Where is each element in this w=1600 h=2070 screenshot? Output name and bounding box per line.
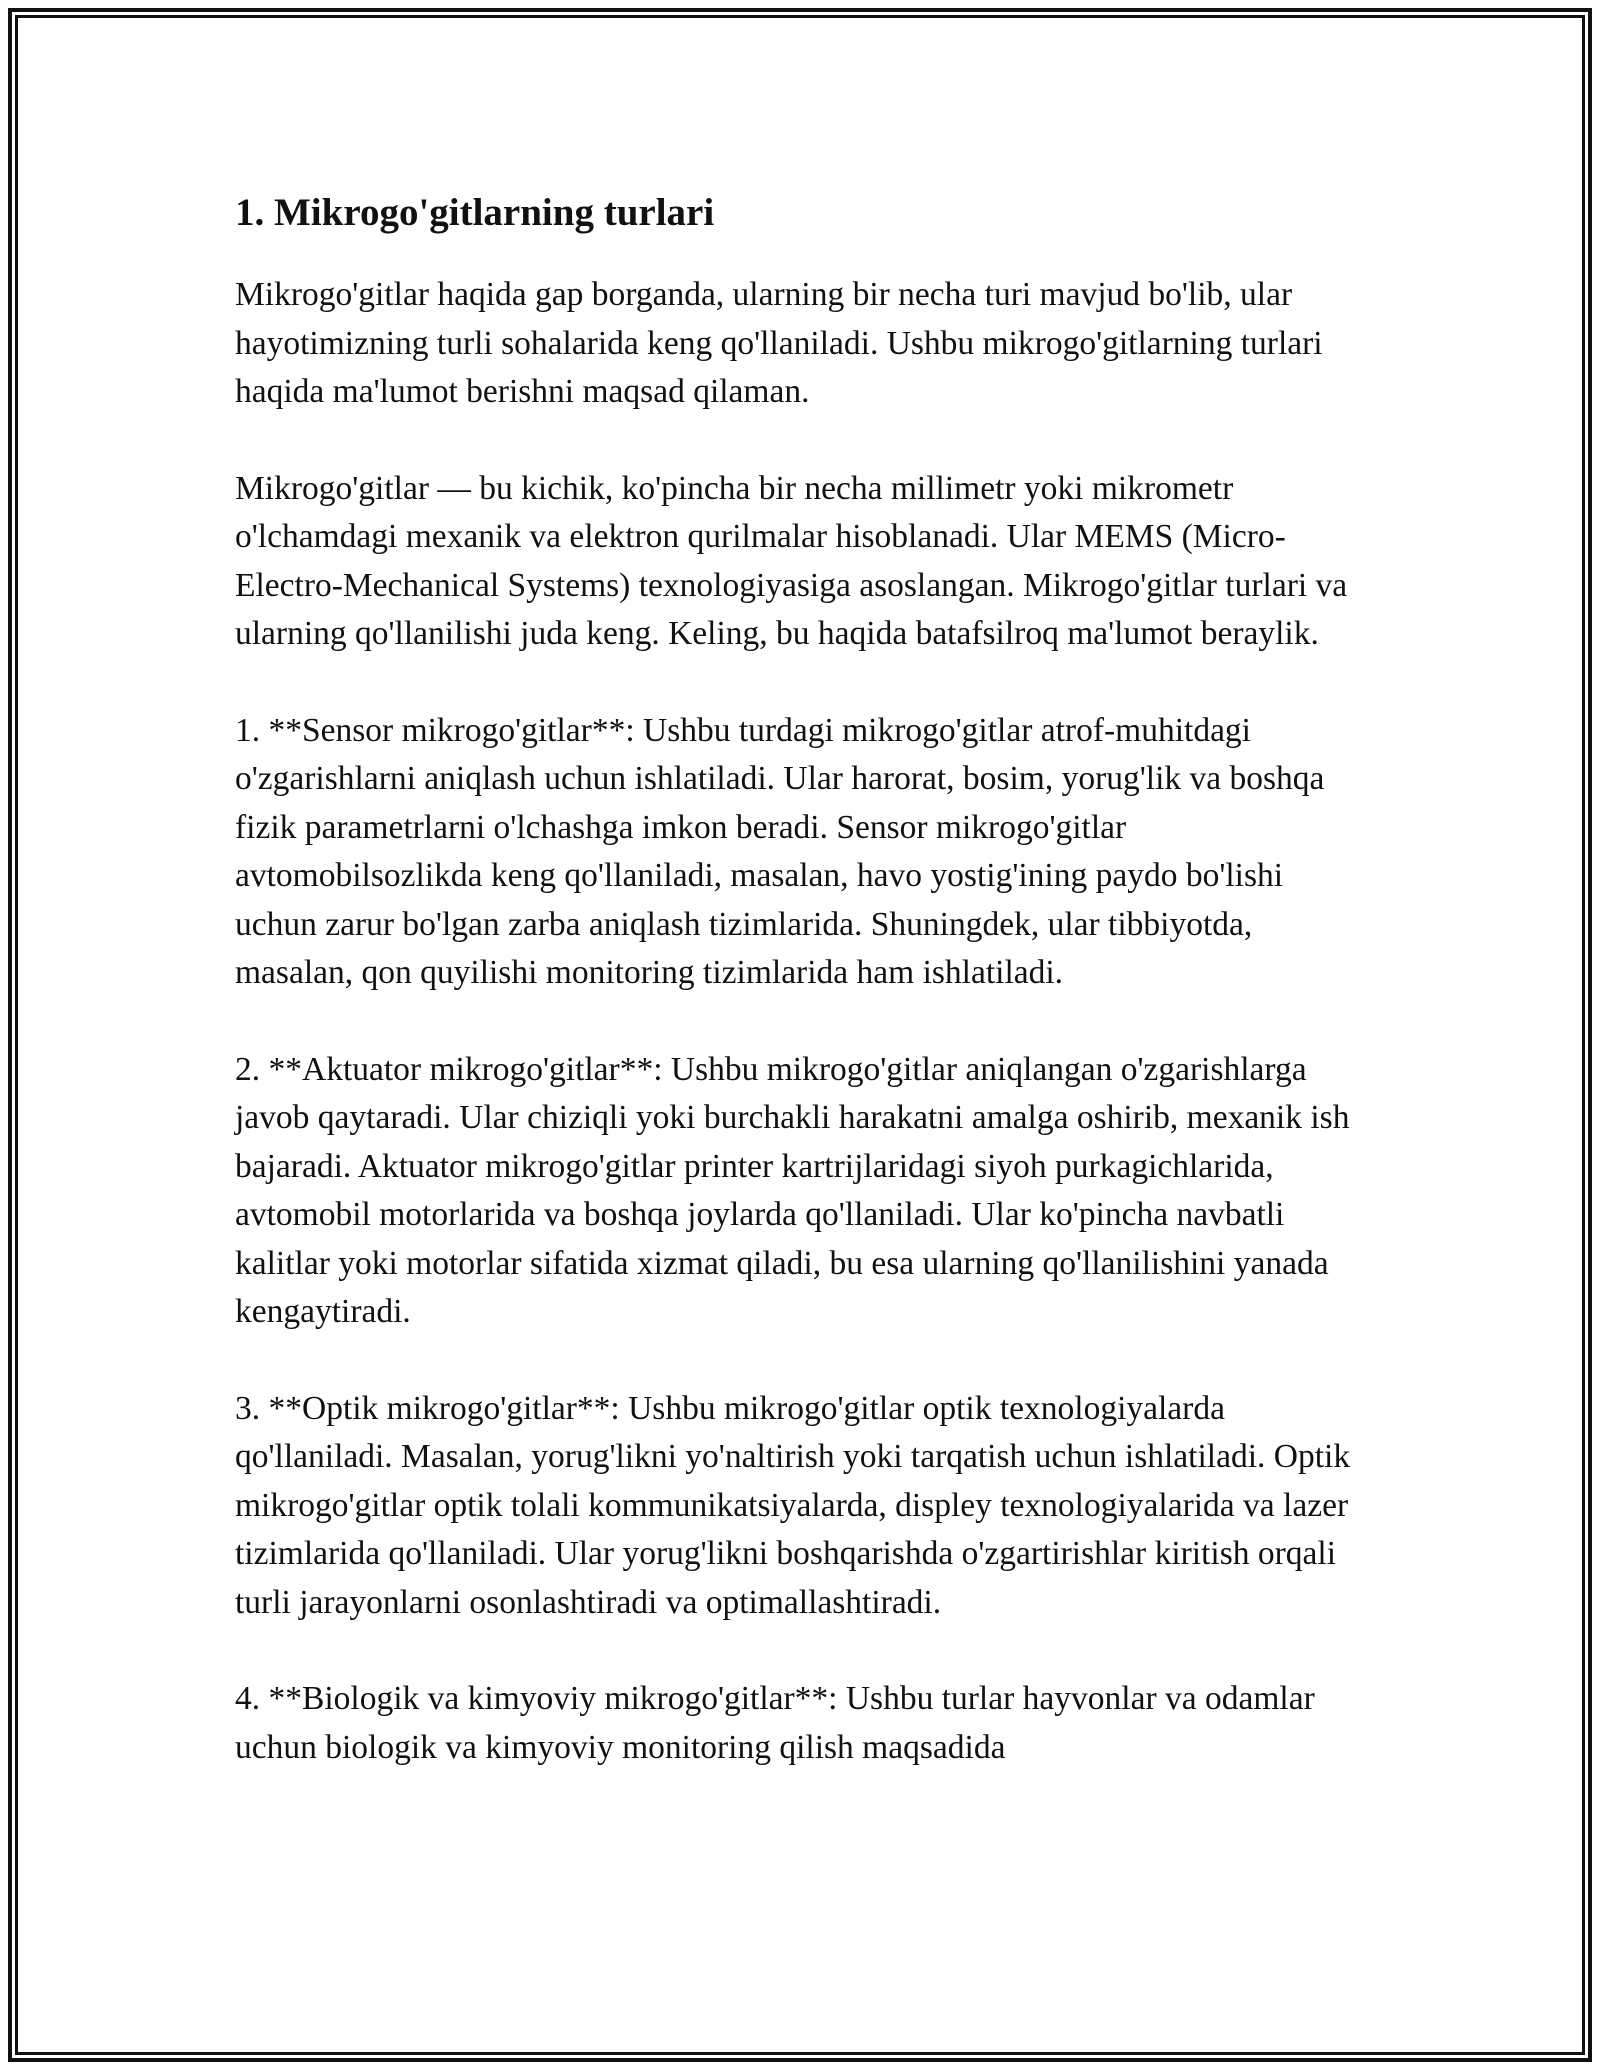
paragraph-definition: Mikrogo'gitlar — bu kichik, ko'pincha bir necha millimetr yoki mikrometr o'lchamdagi mexanik va elektron qurilmalar hisoblanadi. Ular MEMS (Micro-Electro-Mechanical Systems) texnologiyasiga asoslangan. Mikrogo'gitlar turlari va ularning qo'llanilishi juda keng. Keling, bu haqida batafsilroq ma'lumot beraylik. xyxy=(235,469,1348,652)
paragraph-actuator: 2. **Aktuator mikrogo'gitlar**: Ushbu mikrogo'gitlar aniqlangan o'zgarishlarga javob qaytaradi. Ular chiziqli yoki burchakli harakatni amalga oshirib, mexanik ish bajaradi. Aktuator mikrogo'gitlar printer kartrijlaridagi siyoh purkagichlarida, avtomobil motorlarida va boshqa joylarda qo'llaniladi. Ular ko'pincha navbatli kalitlar yoki motorlar sifatida xizmat qiladi, bu esa ularning qo'llanilishini yanada kengaytiradi. xyxy=(235,1050,1350,1330)
paragraph-optical: 3. **Optik mikrogo'gitlar**: Ushbu mikrogo'gitlar optik texnologiyalarda qo'llaniladi. Masalan, yorug'likni yo'naltirish yoki tarqatish uchun ishlatiladi. Optik mikrogo'gitlar optik tolali kommunikatsiyalarda, displey texnologiyalarida va lazer tizimlarida qo'llaniladi. Ular yorug'likni boshqarishda o'zgartirishlar kiritish orqali turli jarayonlarni osonlashtiradi va optimallashtiradi. xyxy=(235,1389,1351,1621)
paragraph-intro: Mikrogo'gitlar haqida gap borganda, ularning bir necha turi mavjud bo'lib, ular hayotimizning turli sohalarida keng qo'llaniladi. Ushbu mikrogo'gitlarning turlari haqida ma'lumot berishni maqsad qilaman. xyxy=(235,276,1323,410)
paragraph-sensor: 1. **Sensor mikrogo'gitlar**: Ushbu turdagi mikrogo'gitlar atrof-muhitdagi o'zgarishlarni aniqlash uchun ishlatiladi. Ular harorat, bosim, yorug'lik va boshqa fizik parametrlarni o'lchashga imkon beradi. Sensor mikrogo'gitlar avtomobilsozlikda keng qo'llaniladi, masalan, havo yostig'ining paydo bo'lishi uchun zarur bo'lgan zarba aniqlash tizimlarida. Shuningdek, ular tibbiyotda, masalan, qon quyilishi monitoring tizimlarida ham ishlatiladi. xyxy=(235,711,1325,991)
paragraph-biochemical: 4. **Biologik va kimyoviy mikrogo'gitlar**: Ushbu turlar hayvonlar va odamlar uchun biologik va kimyoviy monitoring qilish maqsadida xyxy=(235,1680,1315,1766)
section-heading: 1. Mikrogo'gitlarning turlari xyxy=(235,191,715,234)
document-body xyxy=(235,185,1365,1820)
